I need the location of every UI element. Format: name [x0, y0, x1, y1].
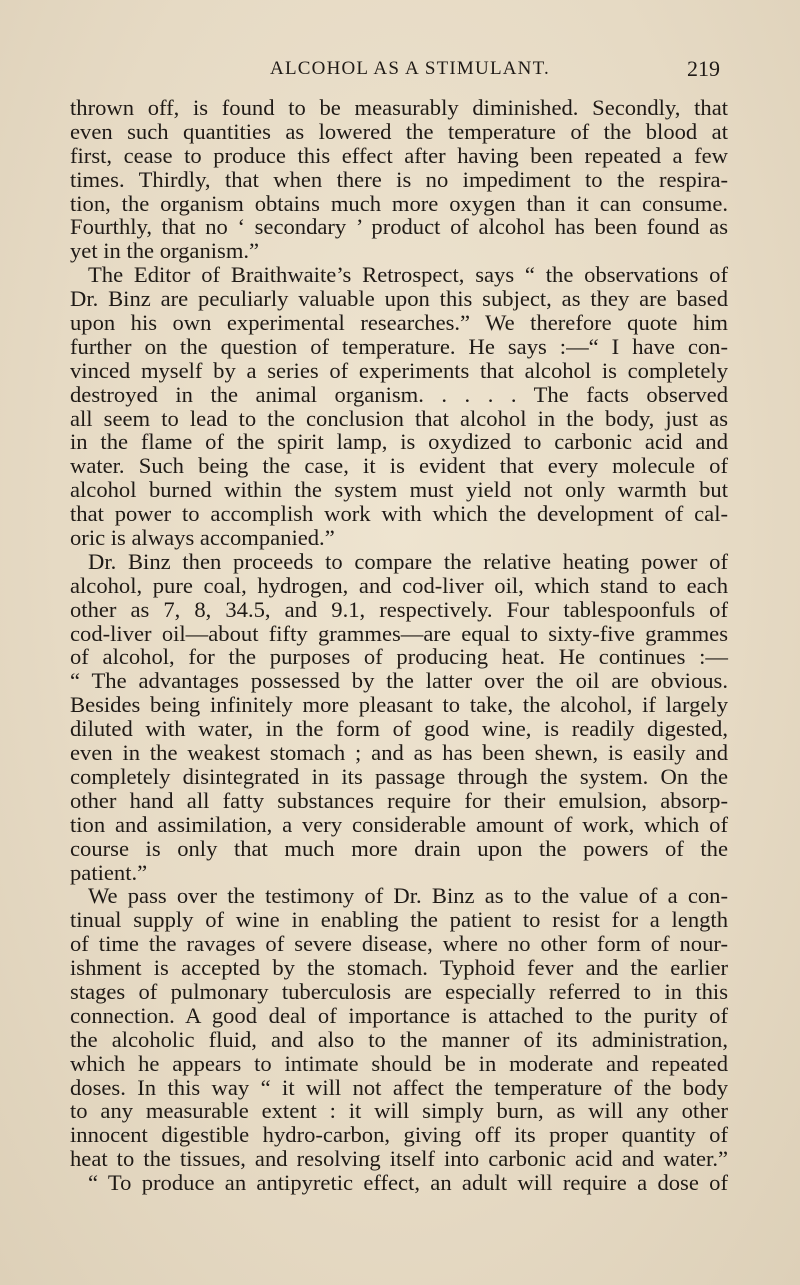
- text-line: even such quantities as lowered the temperature of the blood at: [70, 118, 728, 144]
- running-title: ALCOHOL AS A STIMULANT.: [270, 58, 550, 79]
- text-line: oric is always accompanied.”: [70, 525, 335, 551]
- text-line: innocent digestible hydro-carbon, giving off its proper quantity of: [70, 1122, 728, 1148]
- text-line: other as 7, 8, 34.5, and 9.1, respectively. Four tablespoonfuls of: [70, 596, 728, 622]
- text-line: alcohol, pure coal, hydrogen, and cod-liver oil, which stand to each: [70, 572, 728, 598]
- text-line: other hand all fatty substances require for their emulsion, absorp-: [70, 787, 728, 813]
- text-line: Besides being infinitely more pleasant to take, the alcohol, if largely: [70, 692, 728, 718]
- text-line: even in the weakest stomach ; and as has been shewn, is easily and: [70, 740, 728, 766]
- text-line: destroyed in the animal organism. . . . . The facts observed: [70, 381, 728, 407]
- text-line: Dr. Binz are peculiarly valuable upon this subject, as they are based: [70, 286, 728, 312]
- text-line: water. Such being the case, it is evident that every molecule of: [70, 453, 728, 479]
- text-line: which he appears to intimate should be in moderate and repeated: [70, 1050, 728, 1076]
- text-line: cod-liver oil—about fifty grammes—are equal to sixty-five grammes: [70, 620, 728, 646]
- text-line: completely disintegrated in its passage through the system. On the: [70, 763, 728, 789]
- text-line: of time the ravages of severe disease, where no other form of nour-: [70, 931, 728, 957]
- text-line: further on the question of temperature. He says :—“ I have con-: [70, 333, 728, 359]
- text-line: of alcohol, for the purposes of producing heat. He continues :—: [70, 644, 728, 670]
- text-line: first, cease to produce this effect after having been repeated a few: [70, 142, 728, 168]
- text-line: all seem to lead to the conclusion that alcohol in the body, just as: [70, 405, 728, 431]
- text-line: the alcoholic fluid, and also to the manner of its administration,: [70, 1026, 728, 1052]
- text-line: ishment is accepted by the stomach. Typhoid fever and the earlier: [70, 955, 728, 981]
- text-line: heat to the tissues, and resolving itself into carbonic acid and water.”: [70, 1146, 728, 1172]
- text-line: “ The advantages possessed by the latter over the oil are obvious.: [70, 668, 728, 694]
- text-line: to any measurable extent : it will simply burn, as will any other: [70, 1098, 728, 1124]
- text-line: that power to accomplish work with which the development of cal-: [70, 501, 728, 527]
- text-line: doses. In this way “ it will not affect the temperature of the body: [70, 1074, 728, 1100]
- text-line: tinual supply of wine in enabling the patient to resist for a length: [70, 907, 728, 933]
- text-line: upon his own experimental researches.” We therefore quote him: [70, 310, 728, 336]
- text-line: alcohol burned within the system must yield not only warmth but: [70, 477, 728, 503]
- text-line: in the flame of the spirit lamp, is oxydized to carbonic acid and: [70, 429, 728, 455]
- running-head: [100, 58, 720, 84]
- text-line: vinced myself by a series of experiments that alcohol is completely: [70, 357, 728, 383]
- text-line: patient.”: [70, 859, 148, 885]
- text-line: times. Thirdly, that when there is no impediment to the respira-: [70, 166, 728, 192]
- text-line: Fourthly, that no ‘ secondary ’ product of alcohol has been found as: [70, 214, 728, 240]
- text-line: connection. A good deal of importance is attached to the purity of: [70, 1002, 728, 1028]
- text-line: tion and assimilation, a very considerable amount of work, which of: [70, 811, 728, 837]
- text-line: Dr. Binz then proceeds to compare the relative heating power of: [88, 548, 728, 574]
- text-line: stages of pulmonary tuberculosis are especially referred to in this: [70, 978, 728, 1004]
- page-number: 219: [687, 56, 720, 81]
- text-line: yet in the organism.”: [70, 238, 260, 264]
- body-text: [70, 96, 728, 1195]
- text-line: tion, the organism obtains much more oxygen than it can consume.: [70, 190, 728, 216]
- text-line: thrown off, is found to be measurably diminished. Secondly, that: [70, 95, 728, 120]
- text-line: “ To produce an antipyretic effect, an adult will require a dose of: [88, 1170, 728, 1196]
- text-line: The Editor of Braithwaite’s Retrospect, says “ the observations of: [88, 262, 728, 288]
- text-line: We pass over the testimony of Dr. Binz as to the value of a con-: [88, 883, 728, 909]
- text-line: diluted with water, in the form of good wine, is readily digested,: [70, 716, 728, 742]
- text-line: course is only that much more drain upon the powers of the: [70, 835, 728, 861]
